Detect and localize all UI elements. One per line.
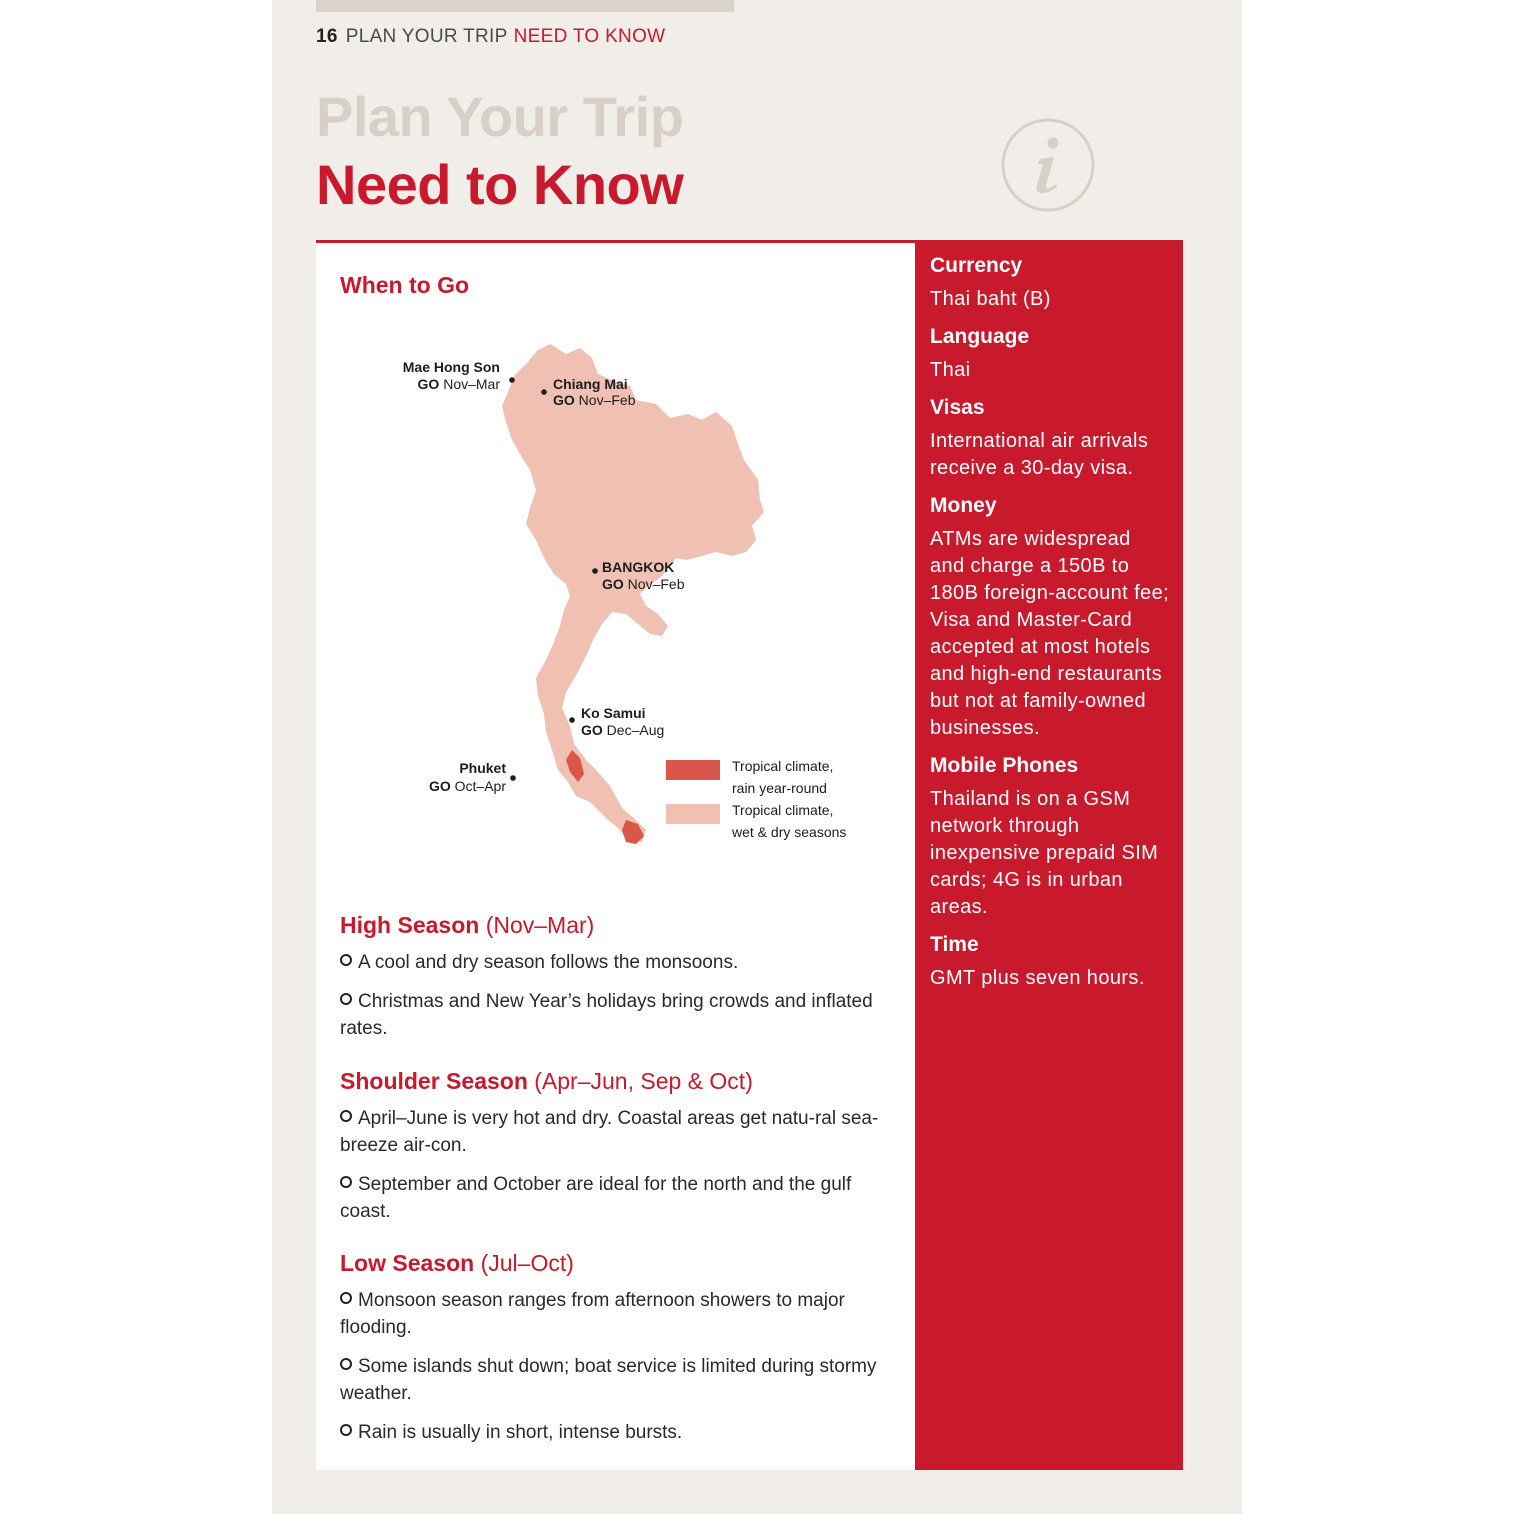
city-dot-chiang-mai	[541, 389, 547, 395]
go-label-mae-hong-son: GO Nov–Mar	[417, 376, 500, 392]
season-bullet: Christmas and New Year’s holidays bring crowds and inflated rates.	[340, 991, 873, 1039]
bullet-icon	[340, 1110, 352, 1122]
bullet-icon	[340, 954, 352, 966]
city-dot-ko-samui	[569, 717, 575, 723]
thailand-climate-map	[340, 330, 892, 870]
season-low	[340, 1250, 892, 1458]
guidebook-page	[272, 0, 1242, 1514]
running-head	[316, 26, 665, 48]
visas-body: International air arrivals receive a 30-day visa.	[930, 430, 1149, 479]
season-bullet: A cool and dry season follows the monsoons.	[340, 949, 892, 976]
thailand-landmass	[502, 344, 764, 842]
info-icon	[1000, 117, 1096, 213]
content-panel	[316, 240, 1183, 1470]
subsection-label: NEED TO KNOW	[513, 26, 666, 47]
city-dot-bangkok	[592, 568, 598, 574]
city-label-mae-hong-son: Mae Hong Son	[402, 359, 500, 375]
go-label-bangkok: GO Nov–Feb	[602, 576, 685, 592]
season-heading: Low Season (Jul–Oct)	[340, 1250, 574, 1276]
language-body: Thai	[930, 359, 971, 381]
section-label: PLAN YOUR TRIP	[345, 26, 508, 47]
legend-label-wetdry-1: Tropical climate,	[732, 802, 834, 818]
season-bullet: Rain is usually in short, intense bursts.	[340, 1419, 892, 1446]
season-heading: Shoulder Season (Apr–Jun, Sep & Oct)	[340, 1068, 753, 1094]
legend-label-rain-2: rain year-round	[732, 780, 827, 796]
legend-label-rain-1: Tropical climate,	[732, 758, 834, 774]
city-label-ko-samui: Ko Samui	[581, 705, 646, 721]
go-label-ko-samui: GO Dec–Aug	[581, 722, 665, 738]
season-bullet: Monsoon season ranges from afternoon showers to major flooding.	[340, 1290, 845, 1338]
mobile-phones-heading: Mobile Phones	[930, 754, 1079, 777]
currency-body: Thai baht (B)	[930, 288, 1051, 310]
season-bullet: Some islands shut down; boat service is limited during stormy weather.	[340, 1356, 877, 1404]
season-bullet: September and October are ideal for the north and the gulf coast.	[340, 1174, 852, 1222]
season-shoulder	[340, 1068, 892, 1237]
page-kicker: Plan Your Trip	[316, 85, 684, 148]
bullet-icon	[340, 1358, 352, 1370]
go-label-chiang-mai: GO Nov–Feb	[553, 392, 636, 408]
legend-swatch-wet-dry	[666, 804, 720, 824]
language-heading: Language	[930, 325, 1030, 348]
city-dot-phuket	[510, 775, 516, 781]
legend-label-wetdry-2: wet & dry seasons	[732, 824, 847, 840]
city-label-phuket: Phuket	[459, 760, 506, 776]
city-label-chiang-mai: Chiang Mai	[553, 376, 628, 392]
page-number: 16	[316, 26, 338, 47]
page-title: Need to Know	[316, 153, 684, 216]
city-dot-mae-hong-son	[509, 377, 515, 383]
top-rule	[316, 240, 916, 243]
season-bullet: April–June is very hot and dry. Coastal areas get natu-ral sea-breeze air-con.	[340, 1108, 879, 1156]
currency-heading: Currency	[930, 254, 1023, 277]
visas-heading: Visas	[930, 396, 985, 419]
top-tab-bar	[316, 0, 734, 12]
quick-facts-sidebar	[915, 240, 1183, 1470]
season-heading: High Season (Nov–Mar)	[340, 912, 595, 938]
go-label-phuket: GO Oct–Apr	[428, 778, 506, 794]
mobile-phones-body: Thailand is on a GSM network through inexpensive prepaid SIM cards; 4G is in urban areas.	[930, 788, 1159, 918]
city-label-bangkok: BANGKOK	[602, 559, 675, 575]
bullet-icon	[340, 1292, 352, 1304]
time-body: GMT plus seven hours.	[930, 967, 1145, 989]
bullet-icon	[340, 993, 352, 1005]
legend-swatch-rain-year-round	[666, 760, 720, 780]
bullet-icon	[340, 1176, 352, 1188]
money-heading: Money	[930, 494, 997, 517]
when-to-go-heading: When to Go	[340, 272, 470, 298]
money-body: ATMs are widespread and charge a 150B to 180B foreign-account fee; Visa and Master-Card accepted at most hotels and high-end restaurants but not at family-owned businesses.	[930, 528, 1170, 739]
season-high	[340, 912, 892, 1054]
bullet-icon	[340, 1424, 352, 1436]
time-heading: Time	[930, 933, 979, 956]
